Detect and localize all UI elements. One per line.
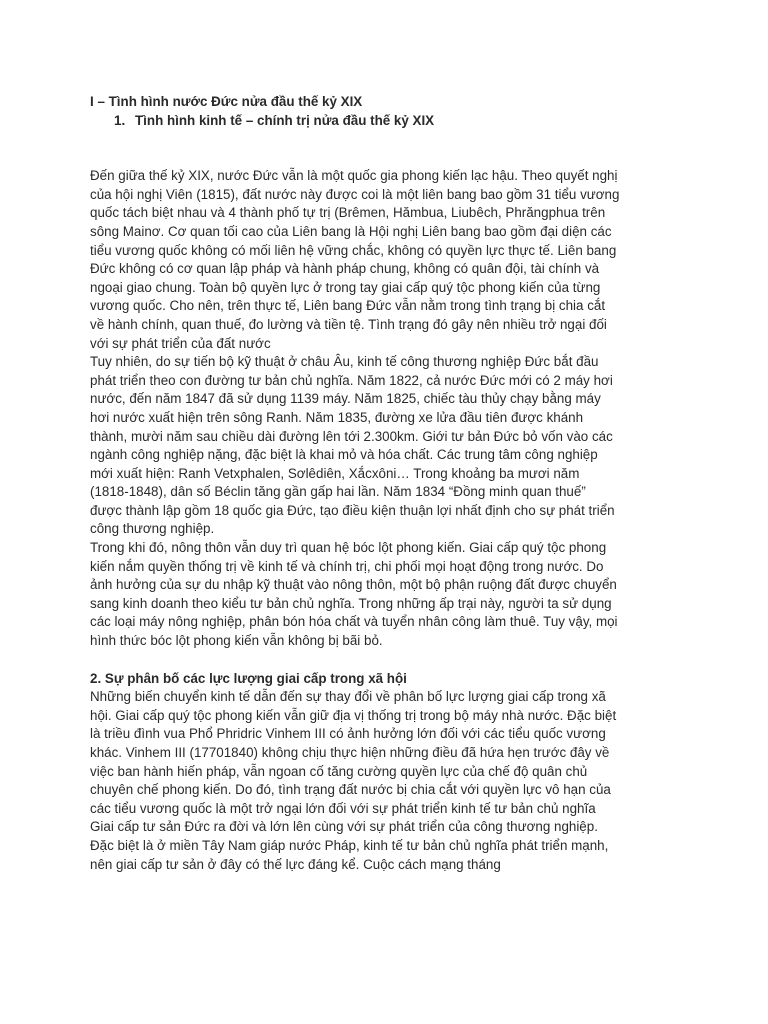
blank-line <box>90 130 620 149</box>
paragraph: Giai cấp tư sản Đức ra đời và lớn lên cùng với sự phát triển của công thương nghiệp. Đặc biệt là ở miền Tây Nam giáp nước Pháp, kinh tế tư bản chủ nghĩa phát triển mạnh, nên giai cấp tư sản ở đây có thế lực đáng kể. Cuộc cách mạng tháng <box>90 819 609 872</box>
paragraph: Tuy nhiên, do sự tiến bộ kỹ thuật ở châu Âu, kinh tế công thương nghiệp Đức bắt đầu phát triển theo con đường tư bản chủ nghĩa. Năm 1822, cả nước Đức mới có 2 máy hơi nước, đến năm 1847 đã sử dụng 1139 máy. Năm 1825, chiếc tàu thủy chạy bằng máy hơi nước xuất hiện trên sông Ranh. Năm 1835, đường xe lửa đầu tiên được khánh thành, mười năm sau chiều dài đường lên tới 2.300km. Giới tư bản Đức bỏ vốn vào các ngành công nghiệp nặng, đặc biệt là khai mỏ và hóa chất. Các trung tâm công nghiệp mới xuất hiện: Ranh Vetxphalen, Sơlêdiên, Xắcxôni… Trong khoảng ba mươi năm (1818-1848), dân số Béclin tăng gần gấp hai lần. Năm 1834 “Đồng minh quan thuế” được thành lập gồm 18 quốc gia Đức, tạo điều kiện thuận lợi nhất định cho sự phát triển công thương nghiệp. <box>90 354 615 537</box>
blank-line <box>90 149 620 168</box>
section-title: Tình hình kinh tế – chính trị nửa đầu thế kỷ XIX <box>135 113 435 128</box>
document-body <box>90 92 620 874</box>
paragraph: Đến giữa thế kỷ XIX, nước Đức vẫn là một quốc gia phong kiến lạc hậu. Theo quyết nghị của hội nghị Viên (1815), đất nước này được coi là một liên bang bao gồm 31 tiểu vương quốc tách biệt nhau và 4 thành phố tự trị (Brêmen, Hămbua, Liubêch, Phrăngphua trên sông Mainơ. Cơ quan tối cao của Liên bang là Hội nghị Liên bang bao gồm đại diện các tiểu vương quốc không có mối liên hệ vững chắc, không có quyền lực thực tế. Liên bang Đức không có cơ quan lập pháp và hành pháp chung, không có quân đội, tài chính và ngoại giao chung. Toàn bộ quyền lực ở trong tay giai cấp quý tộc phong kiến của từng vương quốc. Cho nên, trên thực tế, Liên bang Đức vẫn nằm trong tình trạng bị chia cắt về hành chính, quan thuế, đo lường và tiền tệ. Tình trạng đó gây nên nhiều trở ngại đối với sự phát triển của đất nước <box>90 168 620 351</box>
paragraph: Trong khi đó, nông thôn vẫn duy trì quan hệ bóc lột phong kiến. Giai cấp quý tộc phong kiến nắm quyền thống trị về kinh tế và chính trị, chi phối mọi hoạt động trong nước. Do ảnh hưởng của sự du nhập kỹ thuật vào nông thôn, một bộ phận ruộng đất được chuyển sang kinh doanh theo kiểu tư bản chủ nghĩa. Trong những ấp trại này, người ta sử dụng các loại máy nông nghiệp, phân bón hóa chất và tuyển nhân công làm thuê. Tuy vậy, mọi hình thức bóc lột phong kiến vẫn không bị bãi bỏ. <box>90 540 618 649</box>
paragraph: Những biến chuyển kinh tế dẫn đến sự thay đổi về phân bố lực lượng giai cấp trong xã hội. Giai cấp quý tộc phong kiến vẫn giữ địa vị thống trị trong bộ máy nhà nước. Đặc biệt là triều đình vua Phổ Phridric Vinhem III có ảnh hưởng lớn đối với các tiểu quốc vương khác. Vinhem III (17701840) không chịu thực hiện những điều đã hứa hẹn trước đây về việc ban hành hiến pháp, vẫn ngoan cố tăng cường quyền lực của chế độ quân chủ chuyên chế phong kiến. Do đó, tình trạng đất nước bị chia cắt với quyền lực vô hạn của các tiểu vương quốc là một trở ngại lớn đối với sự phát triển kinh tế tư bản chủ nghĩa <box>90 689 617 816</box>
chapter-heading: I – Tình hình nước Đức nửa đầu thế kỷ XIX <box>90 94 363 109</box>
section-number: 1. <box>114 113 126 128</box>
blank-line <box>90 651 620 670</box>
section-heading-2: 2. Sự phân bố các lực lượng giai cấp trong xã hội <box>90 671 407 687</box>
section-heading-1 <box>114 111 620 130</box>
